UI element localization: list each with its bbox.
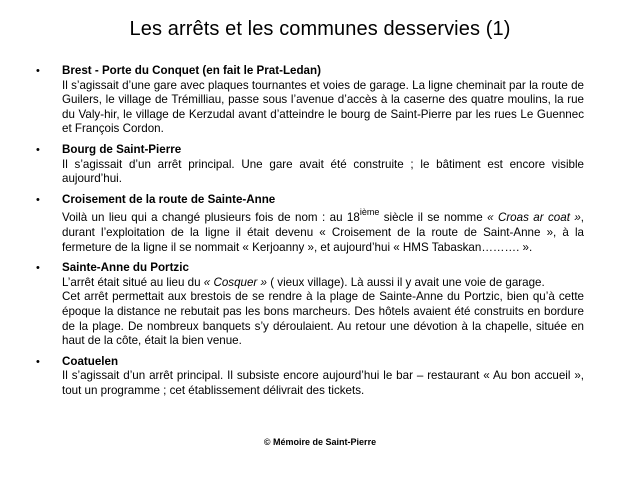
item-heading: Croisement de la route de Sainte-Anne [62,192,276,206]
list-item-croisement [36,193,584,255]
item-heading: Coatuelen [62,354,119,368]
list-item-sainte-anne [36,261,584,349]
list-item-coatuelen [36,355,584,399]
item-text: Il s’agissait d’une gare avec plaques tournantes et voies de garage. La ligne cheminait par la route de Guilers, le village de Trémilliau, passe sous l’avenue d’accès à la caserne des quatre moulins, la rue du Valy-hir, le village de Kerzudal avant d’atteindre le bourg de Saint-Pierre par les rues Le Guennec et François Cordon. [62,78,584,136]
italic-name: « Cosquer » [203,275,267,289]
item-text [62,276,584,291]
text-part: L’arrêt était situé au lieu du [62,275,204,289]
text-part: ( vieux village). Là aussi il y avait une voie de garage. [266,275,545,289]
bullet: • [36,143,40,156]
item-heading: Sainte-Anne du Portzic [62,261,189,275]
text-part: Voilà un lieu qui a changé plusieurs fois de nom : au 18 [62,211,360,225]
list-item-bourg [36,143,584,187]
bullet: • [36,355,40,368]
item-text: Il s’agissait d’un arrêt principal. Une gare avait été construite ; le bâtiment est encore visible aujourd’hui. [62,157,584,186]
text-part: siècle il se nomme [379,211,483,225]
item-text: Il s’agissait d’un arrêt principal. Il subsiste encore aujourd’hui le bar – restaurant « Au bon accueil », tout un programme ; cet établissement délivrait des tickets. [62,369,584,397]
item-text-2: Cet arrêt permettait aux brestois de se rendre à la plage de Sainte-Anne du Portzic, bien qu’à cette époque la distance ne rebutait pas les bons marcheurs. Des hôtels avaient été construits en bordure de la plage. De nombreux banquets s’y déroulaient. Au retour une dévotion à la chapelle, située en haut de la côte, était la bien venue. [62,290,584,348]
superscript: ième [359,207,380,218]
copyright-footer: © Mémoire de Saint-Pierre [263,437,377,447]
bullet: • [36,65,40,77]
stops-list [36,64,584,404]
item-text [62,207,584,255]
bullet: • [36,262,40,275]
item-heading: Brest - Porte du Conquet (en fait le Prat-Ledan) [62,64,321,77]
text-part: , durant l’exploitation de la ligne il était devenu « Croisement de la route de Saint-Anne », à la fermeture de la ligne il se nommait « Kerjoanny », et aujourd’hui « HMS Tabaskan………. ». [62,211,584,254]
bullet: • [36,193,40,206]
list-item-brest [36,64,584,137]
slide-title: Les arrêts et les communes desservies (1) [129,18,511,40]
item-heading: Bourg de Saint-Pierre [62,142,182,156]
italic-name: « Croas ar coat » [487,211,581,225]
